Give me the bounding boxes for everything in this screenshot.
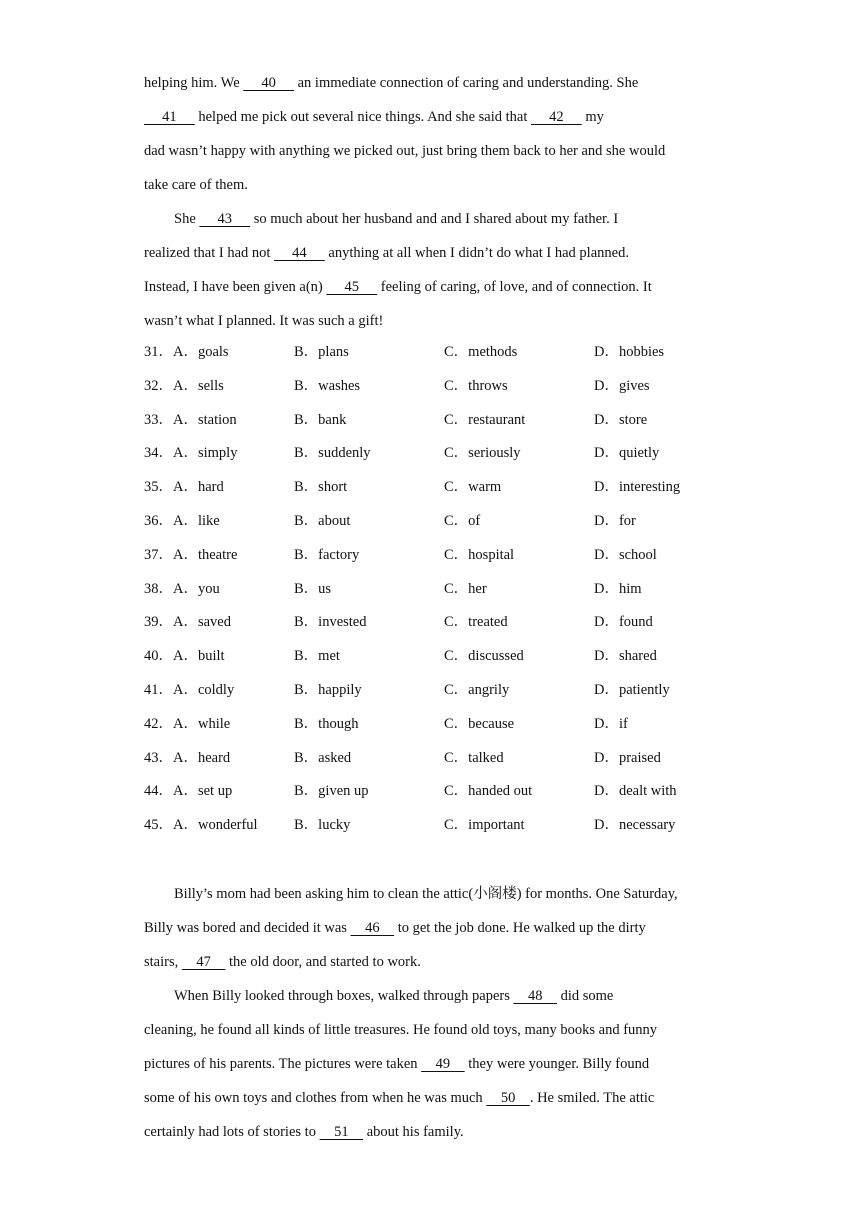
option-a: [144, 471, 224, 505]
option-d: D．patiently: [594, 681, 670, 698]
blank-49: 49: [421, 1056, 465, 1072]
question-number: 41．: [144, 681, 173, 698]
option-a: [144, 539, 237, 573]
question-number: 39．: [144, 614, 173, 631]
question-row: [144, 809, 724, 843]
question-row: [144, 640, 724, 674]
option-a: [144, 606, 231, 640]
passage-line: She 43 so much about her husband and and I shared about my father. I: [174, 211, 619, 227]
option-a: [144, 370, 224, 404]
blank-46: 46: [350, 920, 395, 936]
option-a: [144, 505, 220, 539]
option-text: A．like: [173, 512, 220, 529]
blank-51: 51: [319, 1124, 364, 1140]
option-c: C．methods: [444, 344, 518, 360]
option-b: B．met: [294, 648, 340, 665]
option-c: C．handed out: [444, 783, 533, 800]
option-a: [144, 708, 230, 742]
option-d: D．if: [594, 715, 628, 732]
option-a: [144, 404, 237, 438]
question-number: 45．: [144, 817, 173, 834]
question-row: [144, 370, 724, 404]
option-d: D．found: [594, 614, 653, 631]
option-b: B．short: [294, 479, 348, 496]
option-b: B．invested: [294, 614, 367, 631]
passage-line: Billy’s mom had been asking him to clean the attic(小阁楼) for months. One Saturday,: [174, 886, 678, 902]
option-b: B．about: [294, 512, 351, 529]
option-c: C．angrily: [444, 681, 510, 698]
option-text: A．theatre: [173, 546, 238, 563]
option-d: D．school: [594, 546, 657, 563]
option-d: D．quietly: [594, 445, 660, 462]
option-c: C．talked: [444, 749, 504, 766]
option-b: B．us: [294, 580, 332, 597]
option-a: [144, 573, 220, 607]
option-text: A．saved: [173, 614, 231, 631]
question-row: [144, 674, 724, 708]
options-list: [144, 336, 724, 843]
option-a: [144, 336, 229, 370]
question-row: [144, 505, 724, 539]
option-text: A．wonderful: [173, 817, 258, 834]
question-number: 33．: [144, 411, 173, 428]
blank-47: 47: [181, 954, 226, 970]
option-c: C．treated: [444, 614, 508, 631]
option-d: D．shared: [594, 648, 657, 665]
question-number: 44．: [144, 783, 173, 800]
option-d: D．necessary: [594, 817, 676, 834]
question-number: 36．: [144, 512, 173, 529]
passage-line: 41 helped me pick out several nice things. And she said that 42 my: [144, 109, 604, 125]
option-b: B．suddenly: [294, 445, 371, 462]
passage-line: dad wasn’t happy with anything we picked out, just bring them back to her and she would: [144, 143, 666, 159]
option-d: D．hobbies: [594, 344, 665, 360]
question-row: [144, 471, 724, 505]
option-a: [144, 742, 230, 776]
question-row: [144, 573, 724, 607]
passage-line: Instead, I have been given a(n) 45 feeling of caring, of love, and of connection. It: [144, 279, 652, 295]
blank-41: 41: [144, 109, 195, 125]
passage-line: helping him. We 40 an immediate connection of caring and understanding. She: [144, 75, 639, 91]
option-text: A．goals: [173, 344, 229, 360]
option-b: B．given up: [294, 783, 369, 800]
blank-45: 45: [326, 279, 378, 295]
option-d: D．store: [594, 411, 648, 428]
option-b: B．though: [294, 715, 359, 732]
question-number: 32．: [144, 377, 173, 394]
passage-line: some of his own toys and clothes from when he was much 50 . He smiled. The attic: [144, 1090, 655, 1106]
blank-50: 50: [486, 1090, 530, 1106]
question-row: [144, 708, 724, 742]
option-d: D．interesting: [594, 479, 681, 496]
blank-44: 44: [274, 245, 325, 261]
passage-line: cleaning, he found all kinds of little treasures. He found old toys, many books and funny: [144, 1022, 658, 1038]
blank-48: 48: [513, 988, 557, 1004]
question-row: [144, 742, 724, 776]
passage-line: realized that I had not 44 anything at all when I didn’t do what I had planned.: [144, 245, 629, 261]
question-row: [144, 336, 724, 370]
option-c: C．warm: [444, 479, 502, 496]
passage-line: stairs, 47 the old door, and started to work.: [144, 954, 421, 970]
option-c: C．throws: [444, 377, 508, 394]
option-text: A．built: [173, 648, 225, 665]
option-c: C．discussed: [444, 648, 524, 665]
question-row: [144, 539, 724, 573]
option-text: A．station: [173, 411, 237, 428]
option-text: A．hard: [173, 479, 224, 496]
question-number: 43．: [144, 749, 173, 766]
question-row: [144, 437, 724, 471]
option-text: A．coldly: [173, 681, 235, 698]
option-d: D．gives: [594, 377, 650, 394]
option-d: D．dealt with: [594, 783, 677, 800]
question-number: 37．: [144, 546, 173, 563]
question-row: [144, 606, 724, 640]
option-c: C．important: [444, 817, 525, 834]
option-a: [144, 640, 225, 674]
question-number: 31．: [144, 344, 173, 360]
option-c: C．restaurant: [444, 411, 526, 428]
blank-40: 40: [243, 75, 294, 91]
option-c: C．of: [444, 512, 481, 529]
option-b: B．bank: [294, 411, 347, 428]
option-b: B．factory: [294, 546, 360, 563]
option-a: [144, 809, 258, 843]
question-number: 35．: [144, 479, 173, 496]
option-b: B．plans: [294, 344, 349, 360]
option-a: [144, 437, 237, 471]
option-text: A．while: [173, 715, 231, 732]
option-d: D．him: [594, 580, 642, 597]
question-number: 34．: [144, 445, 173, 462]
option-c: C．because: [444, 715, 515, 732]
question-number: 42．: [144, 715, 173, 732]
passage-line: take care of them.: [144, 177, 248, 193]
option-b: B．asked: [294, 749, 352, 766]
passage-line: wasn’t what I planned. It was such a gift!: [144, 313, 384, 329]
option-text: A．you: [173, 580, 220, 597]
passage-1: [144, 66, 724, 338]
option-b: B．happily: [294, 681, 362, 698]
option-d: D．praised: [594, 749, 661, 766]
option-b: B．washes: [294, 377, 361, 394]
option-text: A．simply: [173, 445, 238, 462]
question-row: [144, 404, 724, 438]
passage-line: certainly had lots of stories to 51 about his family.: [144, 1124, 464, 1140]
option-text: A．set up: [173, 783, 233, 800]
passage-line: When Billy looked through boxes, walked through papers 48 did some: [174, 988, 614, 1004]
passage-2: [144, 877, 724, 1149]
option-c: C．seriously: [444, 445, 521, 462]
blank-43: 43: [199, 211, 251, 227]
option-text: A．heard: [173, 749, 231, 766]
question-number: 38．: [144, 580, 173, 597]
passage-line: Billy was bored and decided it was 46 to get the job done. He walked up the dirty: [144, 920, 646, 936]
option-a: [144, 674, 234, 708]
option-c: C．hospital: [444, 546, 515, 563]
option-a: [144, 775, 232, 809]
option-c: C．her: [444, 580, 487, 597]
passage-line: pictures of his parents. The pictures were taken 49 they were younger. Billy found: [144, 1056, 650, 1072]
option-text: A．sells: [173, 377, 224, 394]
question-number: 40．: [144, 648, 173, 665]
question-row: [144, 775, 724, 809]
blank-42: 42: [531, 109, 582, 125]
option-b: B．lucky: [294, 817, 351, 834]
option-d: D．for: [594, 512, 636, 529]
